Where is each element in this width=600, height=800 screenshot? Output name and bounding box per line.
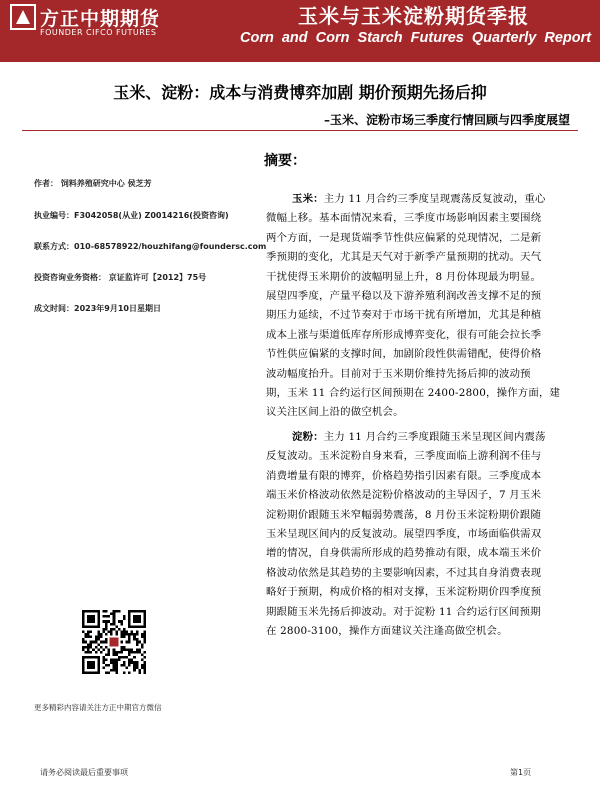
brand-name-en: FOUNDER CIFCO FUTURES <box>40 28 157 37</box>
paragraph-text: 主力 11 月合约三季度呈现震荡反复波动，重心 <box>323 193 546 205</box>
license-line: 执业编号：F3042058(从业) Z0014216(投资咨询) <box>34 211 229 220</box>
paragraph-line <box>266 190 580 209</box>
author-line: 作者： 饲料养殖研究中心 侯芝芳 <box>34 179 152 188</box>
date-line: 成文时间：2023年9月10日星期日 <box>34 304 161 313</box>
paragraph-line: 期，玉米 11 合约运行区间预期在 2400-2800，操作方面，建 <box>266 387 561 400</box>
paragraph-line: 期压力延续，不过节奏对于市场干扰有所增加，尤其是种植 <box>266 309 542 322</box>
summary-heading: 摘要： <box>264 153 306 169</box>
qualification-line: 投资咨询业务资格： 京证监许可【2012】75号 <box>34 273 207 282</box>
paragraph-line <box>266 428 580 447</box>
paragraph-line: 玉米呈现区间内的反复波动。展望四季度，市场面临供需双 <box>266 528 542 541</box>
brand-name-cn: 方正中期期货 <box>40 8 161 30</box>
paragraph-lead: 玉米： <box>292 193 324 205</box>
page-number: 第1页 <box>510 768 532 777</box>
paragraph-line: 节性供应偏紧的支撑时间，加剧阶段性供需错配，使得价格 <box>266 348 542 361</box>
contact-line: 联系方式：010-68578922/houzhifang@foundersc.com <box>34 242 267 251</box>
company-logo <box>10 4 195 44</box>
paragraph-line: 格波动依然是其趋势的主要影响因素，不过其自身消费表现 <box>266 566 542 579</box>
paragraph-line: 端玉米价格波动依然是淀粉价格波动的主导因子，7 月玉米 <box>266 489 542 502</box>
starch-paragraph <box>266 428 580 641</box>
qr-caption: 更多精彩内容请关注方正中期官方微信 <box>34 703 162 712</box>
paragraph-line: 展望四季度，产量平稳以及下游养殖利润改善支撑不足的预 <box>266 290 542 303</box>
paragraph-line: 波动幅度抬升。目前对于玉米期价维持先扬后抑的波动预 <box>266 367 531 380</box>
paragraph-text: 主力 11 月合约三季度跟随玉米呈现区间内震荡 <box>323 431 546 443</box>
paragraph-line: 成本上涨与渠道低库存所形成博弈变化，很有可能会拉长季 <box>266 328 542 341</box>
paragraph-line: 略好于预期，构成价格的相对支撑，玉米淀粉期价四季度预 <box>266 586 542 599</box>
footer-disclaimer: 请务必阅读最后重要事项 <box>40 768 128 777</box>
paragraph-line: 两个方面，一是现货端季节性供应偏紧的兑现情况，二是新 <box>266 231 542 244</box>
document-subtitle: –玉米、淀粉市场三季度行情回顾与四季度展望 <box>323 113 570 127</box>
paragraph-line: 期跟随玉米先扬后抑波动。对于淀粉 11 合约运行区间预期 <box>266 605 541 618</box>
report-title-en: Corn and Corn Starch Futures Quarterly Report <box>240 30 592 46</box>
paragraph-line: 在 2800-3100，操作方面建议关注逢高做空机会。 <box>266 625 508 638</box>
qr-code-icon <box>82 610 146 674</box>
paragraph-line: 淀粉期价跟随玉米窄幅弱势震荡，8 月份玉米淀粉期价跟随 <box>266 508 542 521</box>
corn-paragraph <box>266 190 580 423</box>
title-divider <box>22 130 578 131</box>
paragraph-line: 反复波动。玉米淀粉自身来看，三季度面临上游利润不佳与 <box>266 450 542 463</box>
paragraph-line: 季预期的变化，尤其是天气对于新季产量预期的扰动。天气 <box>266 251 542 264</box>
paragraph-line: 议关注区间上沿的做空机会。 <box>266 406 404 419</box>
document-title: 玉米、淀粉：成本与消费博弈加剧 期价预期先扬后抑 <box>113 83 487 102</box>
paragraph-line: 微幅上移。基本面情况来看，三季度市场影响因素主要围绕 <box>266 212 542 225</box>
paragraph-lead: 淀粉： <box>292 431 324 443</box>
header-band <box>0 0 600 62</box>
paragraph-line: 增的情况，自身供需所形成的趋势推动有限，成本端玉米价 <box>266 547 542 560</box>
logo-mark-icon <box>10 4 36 30</box>
report-title-cn: 玉米与玉米淀粉期货季报 <box>298 4 529 28</box>
paragraph-line: 消费增量有限的博弈，价格趋势指引因素有限。三季度成本 <box>266 469 542 482</box>
paragraph-line: 干扰使得玉米期价的波幅明显上升，8 月份体现最为明显。 <box>266 270 542 283</box>
